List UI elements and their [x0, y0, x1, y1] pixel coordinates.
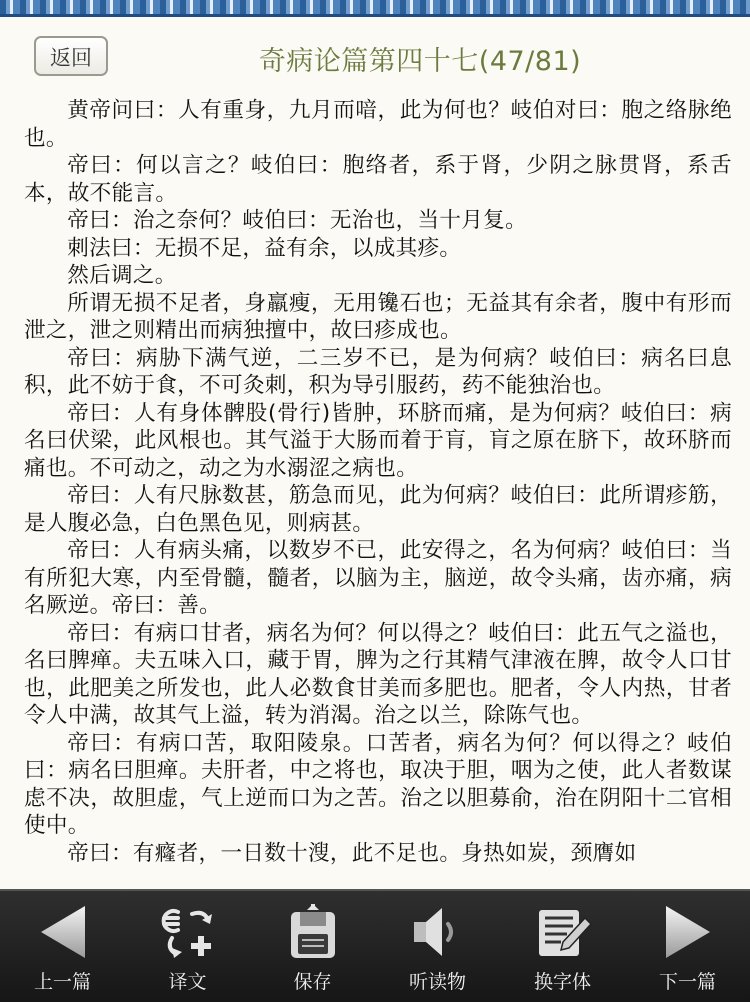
read-aloud-label: 听读物 — [408, 971, 466, 993]
paragraph: 帝曰：人有尺脉数甚，筋急而见，此为何病？岐伯曰：此所谓疹筋，是人腹必急，白色黑色见，则病甚。 — [24, 483, 732, 536]
translation-button[interactable] — [125, 891, 250, 1002]
article-content[interactable] — [24, 97, 732, 877]
currency-exchange-icon — [158, 903, 218, 961]
right-triangle-icon — [658, 903, 718, 961]
paragraph: 然后调之。 — [67, 263, 177, 288]
prev-article-button[interactable] — [0, 891, 125, 1002]
decorative-top-border — [0, 0, 750, 17]
next-article-label: 下一篇 — [658, 971, 716, 993]
save-label: 保存 — [293, 971, 332, 993]
next-article-button[interactable] — [625, 891, 750, 1002]
paragraph: 帝曰：有癃者，一日数十溲，此不足也。身热如炭，颈膺如 — [67, 840, 637, 866]
paragraph: 帝曰：治之奈何？岐伯曰：无治也，当十月复。 — [67, 208, 527, 233]
paragraph: 帝曰：有病口苦，取阳陵泉。口苦者，病名为何？何以得之？岐伯曰：病名曰胆瘅。夫肝者，中之将也，取决于胆，咽为之使，此人者数谋虑不决，故胆虚，气上逆而口为之苦。治之以胆募俞，治在阴阳十二官相使中。 — [24, 730, 732, 838]
paragraph: 帝曰：何以言之？岐伯曰：胞络者，系于肾，少阴之脉贯肾，系舌本，故不能言。 — [24, 153, 732, 206]
floppy-disk-icon — [283, 903, 343, 961]
bottom-toolbar — [0, 889, 750, 1002]
paragraph: 帝曰：病胁下满气逆，二三岁不已，是为何病？岐伯曰：病名曰息积，此不妨于食，不可灸刺，积为导引服药，药不能独治也。 — [24, 345, 732, 398]
paragraph: 所谓无损不足者，身羸瘦，无用镵石也；无益其有余者，腹中有形而泄之，泄之则精出而病独擅中，故曰疹成也。 — [24, 290, 732, 343]
paragraph: 帝曰：人有身体髀股(骨行)皆肿，环脐而痛，是为何病？岐伯曰：病名曰伏梁，此风根也。其气溢于大肠而着于肓，肓之原在脐下，故环脐而痛也。不可动之，动之为水溺涩之病也。 — [24, 400, 732, 481]
paragraph: 刺法曰：无损不足，益有余，以成其疹。 — [67, 235, 462, 261]
change-font-button[interactable] — [500, 891, 625, 1002]
header — [0, 17, 750, 92]
speaker-icon — [408, 903, 468, 961]
read-aloud-button[interactable] — [375, 891, 500, 1002]
paragraph: 帝曰：人有病头痛，以数岁不已，此安得之，名为何病？岐伯曰：当有所犯大寒，内至骨髓，髓者，以脑为主，脑逆，故令头痛，齿亦痛，病名厥逆。帝曰：善。 — [24, 538, 732, 618]
page-title: 奇病论篇第四十七(47/81) — [258, 46, 582, 77]
save-button[interactable] — [250, 891, 375, 1002]
back-button[interactable]: 返回 — [34, 36, 108, 76]
paragraph: 黄帝问曰：人有重身，九月而喑，此为何也？岐伯对曰：胞之络脉绝也。 — [24, 98, 732, 151]
change-font-label: 换字体 — [533, 971, 591, 993]
prev-article-label: 上一篇 — [33, 971, 91, 993]
document-edit-icon — [533, 903, 593, 961]
paragraph: 帝曰：有病口甘者，病名为何？何以得之？岐伯曰：此五气之溢也，名曰脾瘅。夫五味入口，藏于胃，脾为之行其精气津液在脾，故令人口甘也，此肥美之所发也，此人必数食甘美而多肥也。肥者，令人内热，甘者令人中满，故其气上溢，转为消渴。治之以兰，除陈气也。 — [24, 620, 732, 728]
translation-label: 译文 — [168, 971, 207, 993]
left-triangle-icon — [33, 903, 93, 961]
